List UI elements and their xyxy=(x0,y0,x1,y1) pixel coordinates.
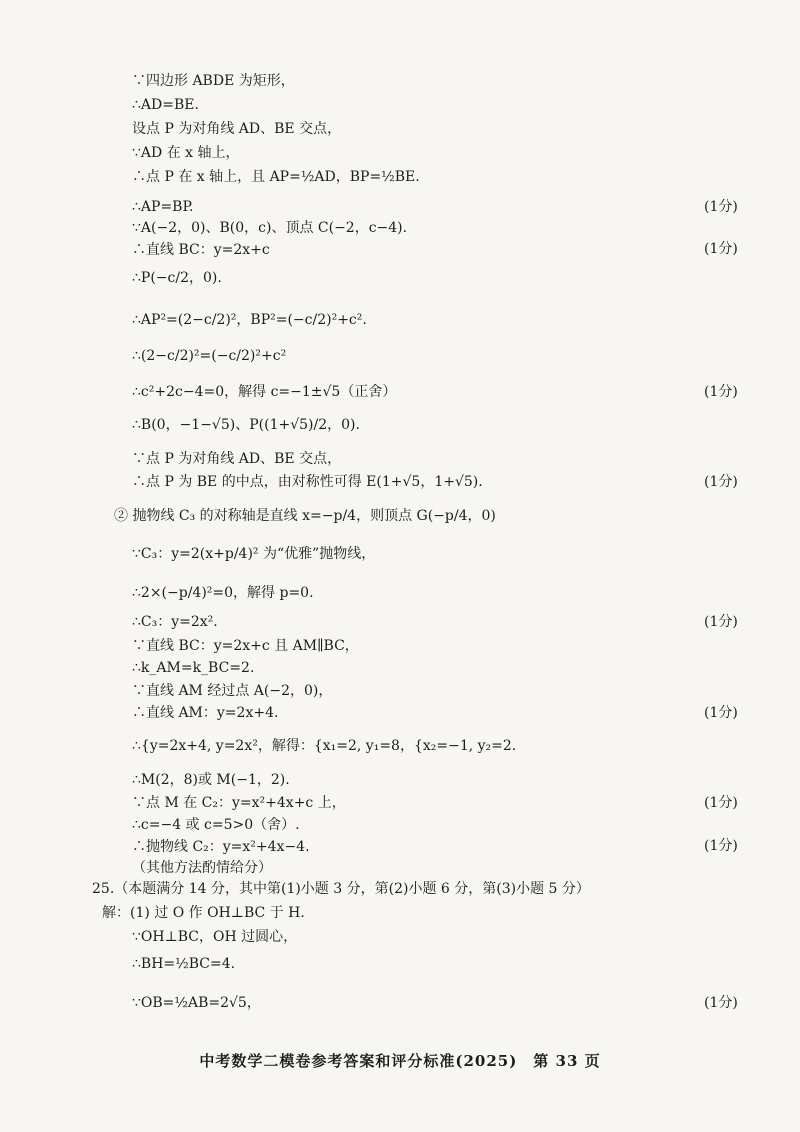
question-heading: 25.（本题满分 14 分，其中第(1)小题 3 分，第(2)小题 6 分，第(3)小题 5 分） xyxy=(92,881,590,897)
text-line: ∵OH⊥BC，OH 过圆心， xyxy=(132,929,298,945)
text-line: ∴AP=BP. xyxy=(132,199,194,215)
text-line: ∴AP²=(2−c/2)²，BP²=(−c/2)²+c². xyxy=(132,312,367,328)
score-mark: (1分) xyxy=(704,241,738,257)
text-line: ∴c²+2c−4=0，解得 c=−1±√5（正舍） xyxy=(132,384,397,400)
text-line: ∴P(−c/2，0). xyxy=(132,270,222,286)
text-line: （其他方法酌情给分） xyxy=(132,860,272,876)
text-line: ∴{y=2x+4, y=2x²，解得：{x₁=2, y₁=8，{x₂=−1, y₂=2. xyxy=(132,738,517,754)
text-line: ∴直线 AM：y=2x+4. xyxy=(132,705,279,721)
text-line: ∵直线 AM 经过点 A(−2，0)， xyxy=(132,683,333,699)
text-line: ∴k_AM=k_BC=2. xyxy=(132,660,255,676)
score-mark: (1分) xyxy=(704,795,738,811)
score-mark: (1分) xyxy=(704,384,738,400)
text-line: ∵直线 BC：y=2x+c 且 AM∥BC， xyxy=(132,638,359,654)
text-line: ∵点 P 为对角线 AD、BE 交点， xyxy=(132,451,342,467)
text-line: ∵A(−2，0)、B(0，c)、顶点 C(−2，c−4). xyxy=(132,220,408,236)
text-line: ∴BH=½BC=4. xyxy=(132,956,236,972)
text-line: 设点 P 为对角线 AD、BE 交点， xyxy=(132,121,342,137)
text-line: ∴直线 BC：y=2x+c xyxy=(132,242,270,258)
score-mark: (1分) xyxy=(704,705,738,721)
text-line: ∴AD=BE. xyxy=(132,97,199,113)
score-mark: (1分) xyxy=(704,474,738,490)
score-mark: (1分) xyxy=(704,838,738,854)
text-line: ∴B(0，−1−√5)、P((1+√5)/2，0). xyxy=(132,417,360,433)
text-line: ∴C₃：y=2x². xyxy=(132,614,218,630)
page-footer: 中考数学二模卷参考答案和评分标准(2025) 第 33 页 xyxy=(199,1052,601,1070)
text-line: ∵OB=½AB=2√5， xyxy=(132,995,261,1011)
score-mark: (1分) xyxy=(704,199,738,215)
text-line: ∴抛物线 C₂：y=x²+4x−4. xyxy=(132,839,310,855)
score-mark: (1分) xyxy=(704,995,738,1011)
text-line: ∵四边形 ABDE 为矩形， xyxy=(132,73,295,89)
text-line: ∴c=−4 或 c=5>0（舍）. xyxy=(132,817,300,833)
text-line: ∴点 P 为 BE 的中点，由对称性可得 E(1+√5，1+√5). xyxy=(132,474,483,490)
text-line: ∵C₃：y=2(x+p/4)² 为“优雅”抛物线， xyxy=(132,546,376,562)
text-line: ② 抛物线 C₃ 的对称轴是直线 x=−p/4，则顶点 G(−p/4，0) xyxy=(114,508,496,524)
text-line: ∵点 M 在 C₂：y=x²+4x+c 上， xyxy=(132,795,346,811)
text-line: 解：(1) 过 O 作 OH⊥BC 于 H. xyxy=(102,905,305,921)
text-line: ∴(2−c/2)²=(−c/2)²+c² xyxy=(132,348,287,364)
text-line: ∴M(2，8)或 M(−1，2). xyxy=(132,772,290,788)
text-line: ∴点 P 在 x 轴上，且 AP=½AD，BP=½BE. xyxy=(132,169,420,185)
text-line: ∵AD 在 x 轴上， xyxy=(132,145,240,161)
score-mark: (1分) xyxy=(704,614,738,630)
text-line: ∴2×(−p/4)²=0，解得 p=0. xyxy=(132,585,314,601)
